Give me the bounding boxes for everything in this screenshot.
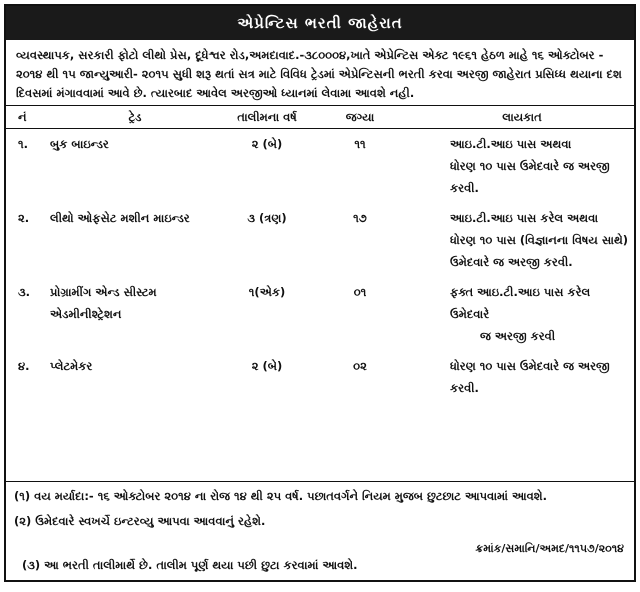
row-trade: બુક બાઇન્ડર	[50, 137, 109, 151]
note-age-limit: (૧) વય મર્યાદા:- ૧૬ ઓક્ટોબર ૨૦૧૪ ના રોજ ૧૪ થી ૨૫ વર્ષ. પછાતવર્ગને નિયમ મુજબ છુટછાટ આપવામાં આવશે.	[14, 489, 548, 503]
trades-table	[6, 105, 634, 403]
row-qualification	[410, 129, 634, 204]
trades-table-body	[6, 129, 634, 404]
row-trade: લીથો ઓફસેટ મશીન માઇન્ડર	[50, 211, 190, 225]
qualification-line: કરવી.	[450, 381, 479, 395]
header-qualification: લાયકાત	[410, 106, 634, 129]
qualification-line: આઇ.ટી.આઇ પાસ કરેલ અથવા	[450, 211, 599, 225]
qualification-line: આઇ.ટી.આઇ પાસ અથવા	[450, 137, 572, 151]
intro-paragraph: વ્યવસ્થાપક, સરકારી ફોટો લીથો પ્રેસ, દૂધેશ્વર રોડ,અમદાવાદ.-૩૮૦૦૦૪,ખાતે એપ્રેન્ટિસ એક્ટ ૧૯૬૧ હેઠળ માહે ૧૬ ઓક્ટોબર - ૨૦૧૪ થી ૧૫ જાન્યુઆરી- ૨૦૧૫ સુધી શરૂ થતાં સત્ર માટે વિવિધ ટ્રેડમાં એપ્રેન્ટિસની ભરતી કરવા અરજી જાહેરાત પ્રસિધ્ધ થયાના દશ દિવસમાં મંગાવવામાં આવે છે. ત્યારબાદ આવેલ અરજીઓ ધ્યાનમાં લેવામા આવશે નહી.	[16, 48, 622, 100]
header-posts: જગ્યા	[310, 106, 410, 129]
row-training-years: ૨ (બે)	[251, 137, 283, 151]
row-training-years: ૧(એક)	[248, 285, 286, 299]
row-posts: ૧૧	[354, 137, 366, 151]
table-row	[6, 277, 634, 351]
qualification-line: ફક્ત આઇ.ટી.આઇ પાસ કરેલ ઉમેદવારે	[450, 285, 591, 321]
table-header-row	[6, 106, 634, 129]
row-trade: પ્લેટમેકર	[50, 359, 93, 373]
header-training-years: તાલીમના વર્ષ	[224, 106, 310, 129]
header-number: નં	[6, 106, 46, 129]
row-posts: ૦૨	[353, 359, 367, 373]
row-number: ૨.	[18, 211, 30, 225]
row-qualification	[410, 203, 634, 277]
row-qualification	[410, 277, 634, 351]
qualification-line: કરવી.	[450, 181, 479, 195]
table-row	[6, 203, 634, 277]
qualification-line: ધોરણ ૧૦ પાસ ઉમેદવારે જ અરજી	[450, 159, 610, 173]
note-training: (૩) આ ભરતી તાલીમાર્થે છે. તાલીમ પૂર્ણ થયા પછી છુટા કરવામાં આવશે.	[22, 558, 358, 572]
qualification-line: ધોરણ ૧૦ પાસ ઉમેદવારે જ અરજી	[450, 359, 610, 373]
row-number: ૧.	[18, 137, 29, 151]
row-posts: ૧૭	[353, 211, 367, 225]
qualification-line: જ અરજી કરવી	[480, 329, 556, 343]
row-posts: ૦૧	[353, 285, 367, 299]
table-row	[6, 129, 634, 204]
row-number: ૪.	[18, 359, 30, 373]
qualification-line: ધોરણ ૧૦ પાસ (વિજ્ઞાનના વિષય સાથે)	[450, 233, 629, 247]
advertisement	[4, 4, 636, 582]
reference-number: ક્રમાંક/સમાનિ/અમદ/૧૧૫૭/૨૦૧૪	[475, 542, 624, 555]
row-number: ૩.	[18, 285, 31, 299]
advertisement-title: એપ્રેન્ટિસ ભરતી જાહેરાત	[6, 6, 634, 40]
table-row	[6, 351, 634, 403]
qualification-line: ઉમેદવારે જ અરજી કરવી.	[450, 255, 573, 269]
row-qualification	[410, 351, 634, 403]
row-trade: પ્રોગ્રામીંગ એન્ડ સીસ્ટમ એડમીનીશ્ટ્રેશન	[50, 285, 157, 321]
row-training-years: ૨ (બે)	[251, 359, 283, 373]
notes-section	[6, 481, 634, 580]
note-interview: (૨) ઉમેદવારે સ્વખર્ચે ઇન્ટરવ્યુ આપવા આવવાનું રહેશે.	[14, 514, 266, 528]
row-training-years: ૩ (ત્રણ)	[247, 211, 287, 225]
header-trade: ટ્રેડ	[46, 106, 224, 129]
